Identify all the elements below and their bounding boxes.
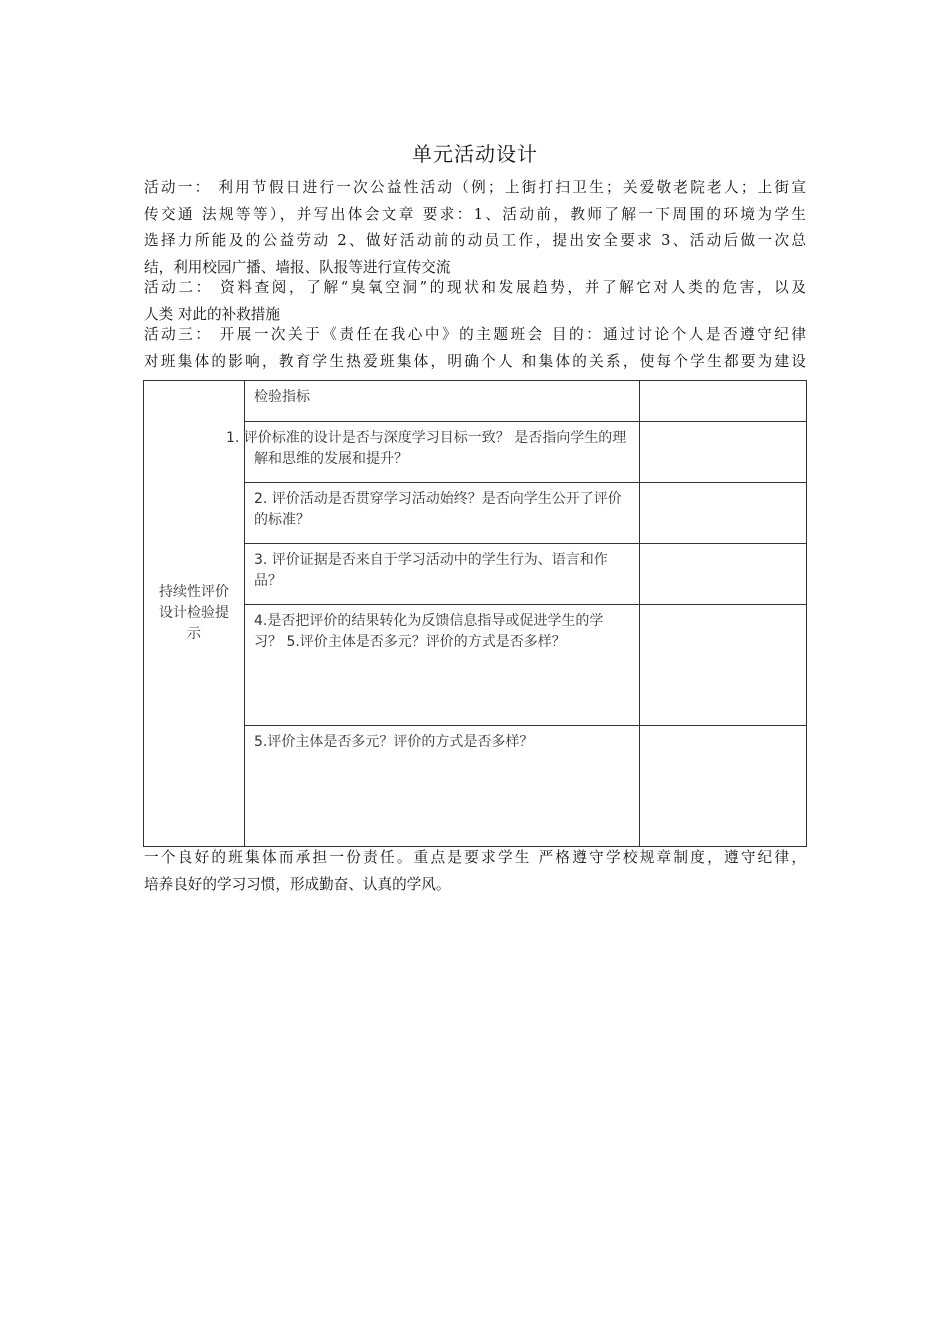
text-line: 活动三： 开展一次关于《责任在我心中》的主题班会 目的：通过讨论个人是否遵守纪律 xyxy=(144,326,806,343)
continuation-paragraph xyxy=(144,845,806,898)
empty-cell[interactable] xyxy=(640,422,807,483)
empty-cell[interactable] xyxy=(640,483,807,544)
text-line: 活动二： 资料查阅，了解“臭氧空洞”的现状和发展趋势，并了解它对人类的危害，以及 xyxy=(144,279,806,296)
header-cell: 检验指标 xyxy=(245,381,640,422)
left-header-cell: 持续性评价设计检验提示 xyxy=(144,381,245,847)
criterion-cell: 4.是否把评价的结果转化为反馈信息指导或促进学生的学习？ 5.评价主体是否多元？评价的方式是否多样？ xyxy=(245,605,640,726)
evaluation-table xyxy=(143,380,807,847)
criterion-cell: 2. 评价活动是否贯穿学习活动始终？是否向学生公开了评价的标准？ xyxy=(245,483,640,544)
text-line: 人类 对此的补救措施 xyxy=(144,305,280,323)
text-line: 培养良好的学习习惯，形成勤奋、认真的学风。 xyxy=(144,875,451,893)
activity-three-paragraph xyxy=(144,322,806,375)
criterion-cell: 5.评价主体是否多元？评价的方式是否多样？ xyxy=(245,726,640,847)
empty-cell[interactable] xyxy=(640,544,807,605)
text-line: 结，利用校园广播、墙报、队报等进行宣传交流 xyxy=(144,258,451,276)
text-line: 活动一： 利用节假日进行一次公益性活动（例；上街打扫卫生；关爱敬老院老人；上街宣 xyxy=(144,179,806,196)
text-line: 一个良好的班集体而承担一份责任。重点是要求学生 严格遵守学校规章制度，遵守纪律， xyxy=(144,849,806,866)
activity-one-paragraph xyxy=(144,175,806,281)
text-line: 选择力所能及的公益劳动 2、做好活动前的动员工作，提出安全要求 3、活动后做一次总 xyxy=(144,232,806,249)
text-line: 对班集体的影响，教育学生热爱班集体，明确个人 和集体的关系，使每个学生都要为建设 xyxy=(144,352,806,370)
page-title: 单元活动设计 xyxy=(412,142,538,166)
text-line: 传交通 法规等等），并写出体会文章 要求：1、活动前，教师了解一下周围的环境为学生 xyxy=(144,205,806,223)
empty-cell[interactable] xyxy=(640,726,807,847)
table-row xyxy=(144,381,807,422)
criterion-cell: 3. 评价证据是否来自于学习活动中的学生行为、语言和作品？ xyxy=(245,544,640,605)
empty-cell[interactable] xyxy=(640,381,807,422)
empty-cell[interactable] xyxy=(640,605,807,726)
activity-two-paragraph xyxy=(144,275,806,328)
criterion-cell: 1. 评价标准的设计是否与深度学习目标一致？ 是否指向学生的理解和思维的发展和提升？ xyxy=(245,422,640,483)
